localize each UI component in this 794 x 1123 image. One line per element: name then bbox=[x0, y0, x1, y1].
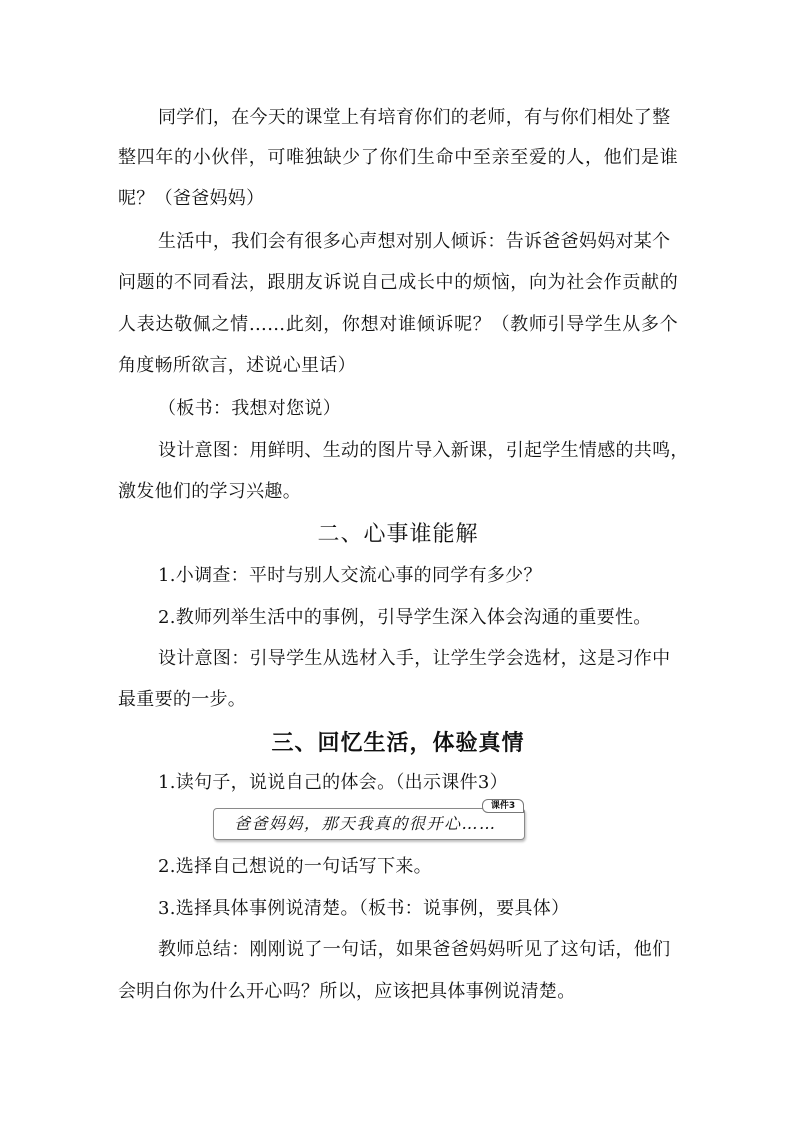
teacher-summary-line-2: 会明白你为什么开心吗？所以，应该把具体事例说清楚。 bbox=[118, 981, 576, 1002]
section-2-item-1: 1.小调查：平时与别人交流心事的同学有多少？ bbox=[158, 565, 542, 586]
section-3-item-3: 3.选择具体事例说清楚。（板书：说事例，要具体） bbox=[158, 898, 570, 919]
design-intent-1-line-1: 设计意图：用鲜明、生动的图片导入新课，引起学生情感的共鸣， bbox=[158, 440, 689, 461]
courseware-callout bbox=[213, 808, 525, 840]
section-2-item-2: 2.教师列举生活中的事例，引导学生深入体会沟通的重要性。 bbox=[158, 607, 652, 628]
design-intent-2-line-1: 设计意图：引导学生从选材入手，让学生学会选材，这是习作中 bbox=[158, 648, 671, 669]
paragraph-1-line-2: 整四年的小伙伴，可唯独缺少了你们生命中至亲至爱的人，他们是谁 bbox=[118, 147, 678, 168]
paragraph-1-line-3: 呢？（爸爸妈妈） bbox=[118, 188, 265, 209]
section-2-heading: 二、心事谁能解 bbox=[317, 522, 479, 547]
courseware-tag: 课件3 bbox=[482, 799, 524, 813]
board-writing-1: （板书：我想对您说） bbox=[158, 398, 341, 419]
section-3-item-2: 2.选择自己想说的一句话写下来。 bbox=[158, 856, 432, 877]
design-intent-1-line-2: 激发他们的学习兴趣。 bbox=[118, 481, 301, 502]
section-3-heading: 三、回忆生活，体验真情 bbox=[271, 730, 525, 756]
design-intent-2-line-2: 最重要的一步。 bbox=[118, 689, 247, 710]
section-3-item-1: 1.读句子，说说自己的体会。（出示课件3） bbox=[158, 772, 508, 793]
courseware-text: 爸爸妈妈，那天我真的很开心…… bbox=[234, 814, 497, 833]
paragraph-2-line-2: 问题的不同看法，跟朋友诉说自己成长中的烦恼，向为社会作贡献的 bbox=[118, 272, 678, 293]
paragraph-2-line-3: 人表达敬佩之情……此刻，你想对谁倾诉呢？（教师引导学生从多个 bbox=[118, 314, 678, 335]
teacher-summary-line-1: 教师总结：刚刚说了一句话，如果爸爸妈妈听见了这句话，他们 bbox=[158, 939, 671, 960]
paragraph-2-line-1: 生活中，我们会有很多心声想对别人倾诉：告诉爸爸妈妈对某个 bbox=[158, 231, 671, 252]
paragraph-2-line-4: 角度畅所欲言，述说心里话） bbox=[118, 355, 356, 376]
paragraph-1-line-1: 同学们，在今天的课堂上有培育你们的老师，有与你们相处了整 bbox=[158, 107, 671, 128]
